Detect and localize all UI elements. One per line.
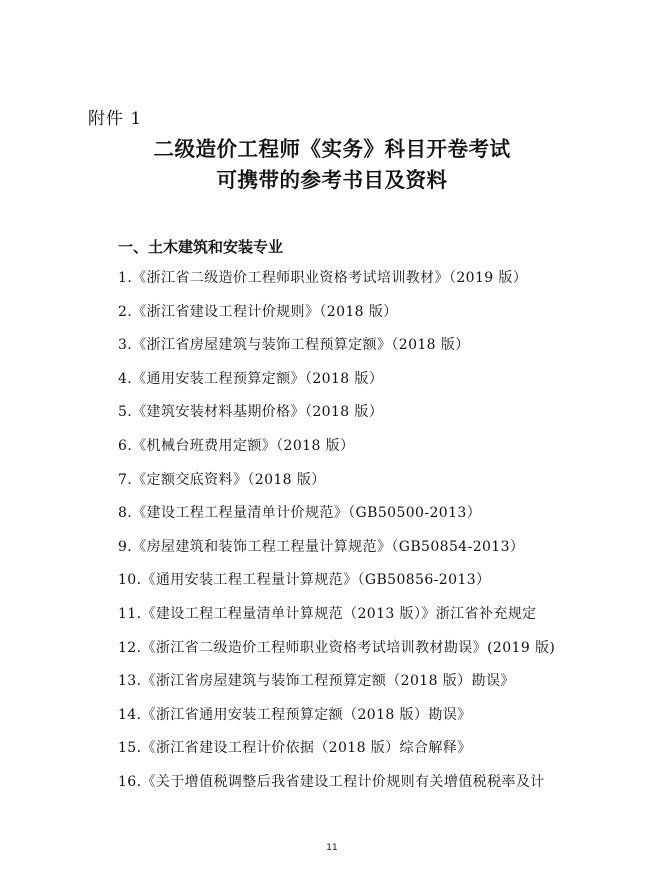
reference-item: 16.《关于增值税调整后我省建设工程计价规则有关增值税税率及计	[118, 773, 545, 790]
document-title-line-2: 可携带的参考书目及资料	[216, 168, 448, 192]
section-heading: 一、土木建筑和安装专业	[118, 238, 284, 256]
reference-item: 1.《浙江省二级造价工程师职业资格考试培训教材》（2019 版）	[118, 270, 528, 286]
reference-item: 11.《建设工程工程量清单计算规范（2013 版）》浙江省补充规定	[118, 605, 537, 622]
reference-item: 9.《房屋建筑和装饰工程工程量计算规范》（GB50854-2013）	[118, 538, 525, 555]
reference-item: 7.《定额交底资料》（2018 版）	[118, 471, 326, 488]
attachment-label: 附件 1	[88, 109, 143, 129]
reference-item: 5.《建筑安装材料基期价格》（2018 版）	[118, 404, 384, 421]
reference-item: 4.《通用安装工程预算定额》（2018 版）	[118, 370, 384, 387]
reference-item: 12.《浙江省二级造价工程师职业资格考试培训教材勘误》(2019 版)	[118, 639, 556, 656]
reference-item: 3.《浙江省房屋建筑与装饰工程预算定额》（2018 版）	[118, 337, 470, 354]
reference-item: 2.《浙江省建设工程计价规则》（2018 版）	[118, 303, 398, 320]
reference-item: 10.《通用安装工程工程量计算规范》（GB50856-2013）	[118, 572, 491, 589]
reference-item: 8.《建设工程工程量清单计价规范》（GB50500-2013）	[118, 505, 482, 522]
reference-item: 6.《机械台班费用定额》（2018 版）	[118, 437, 355, 454]
reference-item: 14.《浙江省通用安装工程预算定额（2018 版）勘误》	[118, 706, 472, 723]
reference-item: 15.《浙江省建设工程计价依据（2018 版）综合解释》	[118, 740, 472, 757]
reference-list	[118, 267, 555, 805]
document-title-line-1: 二级造价工程师《实务》科目开卷考试	[153, 137, 511, 161]
page-number: 11	[326, 843, 338, 853]
reference-item: 13.《浙江省房屋建筑与装饰工程预算定额（2018 版）勘误》	[118, 673, 515, 690]
